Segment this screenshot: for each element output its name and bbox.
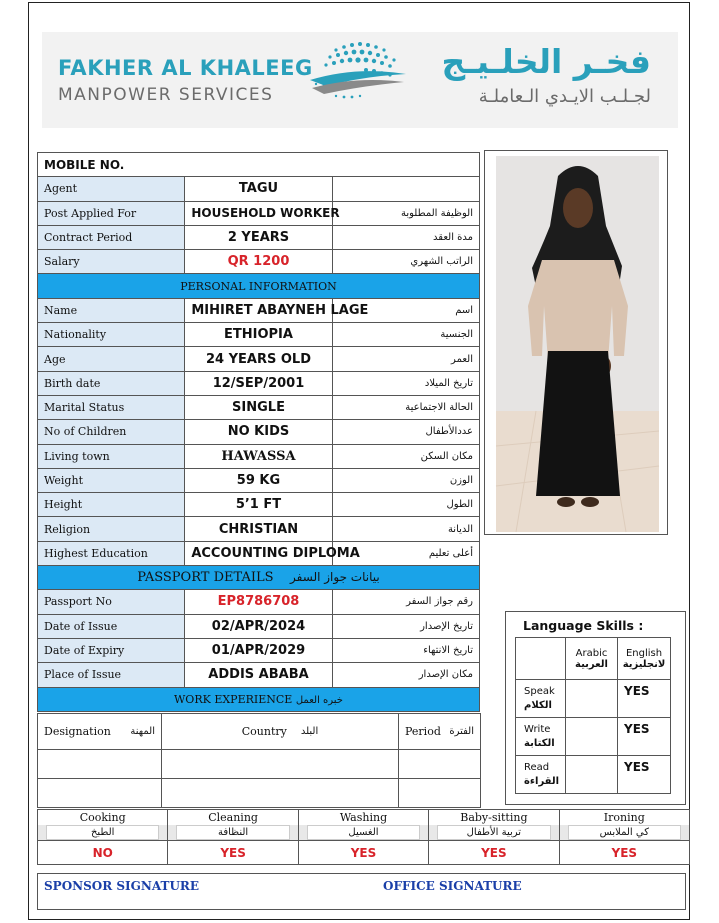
arabic-column-header <box>566 638 618 680</box>
info-row-expiry-date <box>38 638 480 662</box>
language-header-row <box>516 638 671 680</box>
office-signature-label: OFFICE SIGNATURE <box>383 879 522 893</box>
brand-name-en: FAKHER AL KHALEEG <box>58 56 313 80</box>
field-label: Height <box>38 493 185 517</box>
work-cell <box>399 779 481 808</box>
applicant-photo-icon <box>496 156 659 532</box>
field-label: Age <box>38 347 185 371</box>
arabic-read-value <box>566 756 618 794</box>
passport-details-header <box>38 566 480 590</box>
country-label: Country <box>241 725 287 738</box>
section-title <box>38 566 480 590</box>
info-row-agent <box>38 177 480 201</box>
work-cell <box>162 779 399 808</box>
field-value: NO KIDS <box>185 420 332 444</box>
field-value: SINGLE <box>185 395 332 419</box>
skill-babysitting-value: YES <box>429 841 559 865</box>
skill-label <box>516 680 566 718</box>
skill-babysitting-label: Baby-sitting <box>429 810 559 825</box>
skill-cell-ar <box>429 825 559 841</box>
field-label: Birth date <box>38 371 185 395</box>
info-row-issue-date <box>38 614 480 638</box>
field-value: 2 YEARS <box>185 225 332 249</box>
field-label: Living town <box>38 444 185 468</box>
work-experience-header <box>38 687 480 711</box>
arabic-write-value <box>566 718 618 756</box>
field-label-ar: رقم جواز السفر <box>332 590 479 614</box>
personal-info-header <box>38 274 480 298</box>
skill-babysitting-label-ar: تربية الأطفال <box>437 825 550 840</box>
info-row-passport-no <box>38 590 480 614</box>
field-label: Agent <box>38 177 185 201</box>
arabic-speak-value <box>566 680 618 718</box>
field-value: 02/APR/2024 <box>185 614 332 638</box>
info-row-religion <box>38 517 480 541</box>
skill-ironing-value: YES <box>559 841 689 865</box>
field-value: 12/SEP/2001 <box>185 371 332 395</box>
field-label: Weight <box>38 468 185 492</box>
field-label: Highest Education <box>38 541 185 565</box>
field-label: Religion <box>38 517 185 541</box>
skill-label <box>516 718 566 756</box>
skills-name-ar-row <box>38 825 690 841</box>
field-value: ETHIOPIA <box>185 323 332 347</box>
field-value: HOUSEHOLD WORKER <box>185 201 332 225</box>
field-label-ar: الراتب الشهري <box>332 250 479 274</box>
field-value: 01/APR/2029 <box>185 638 332 662</box>
skill-cleaning-label: Cleaning <box>168 810 298 825</box>
skill-cooking-label-ar: الطبخ <box>46 825 159 840</box>
globe-dots-logo-icon <box>306 40 410 114</box>
period-label-ar: الفترة <box>449 726 474 737</box>
language-corner-cell <box>516 638 566 680</box>
passport-header-en: PASSPORT DETAILS <box>137 570 274 586</box>
field-label: Contract Period <box>38 225 185 249</box>
language-skills-table <box>515 637 671 794</box>
field-value: HAWASSA <box>185 444 332 468</box>
skill-cooking-value: NO <box>38 841 168 865</box>
skill-label <box>516 756 566 794</box>
passport-number-value: EP8786708 <box>185 590 332 614</box>
info-row-children <box>38 420 480 444</box>
skill-label-ar: الكلام <box>524 699 552 711</box>
language-row-speak <box>516 680 671 718</box>
work-cell <box>162 750 399 779</box>
field-label-ar: مكان السكن <box>332 444 479 468</box>
info-row-contract <box>38 225 480 249</box>
info-row-post <box>38 201 480 225</box>
skill-label-en: Write <box>524 723 551 735</box>
field-label-ar: الوظيفة المطلوبة <box>332 201 479 225</box>
skill-washing-label: Washing <box>298 810 428 825</box>
skills-name-row <box>38 810 690 825</box>
skill-cell-ar <box>559 825 689 841</box>
field-value: 24 YEARS OLD <box>185 347 332 371</box>
english-speak-value: YES <box>618 680 671 718</box>
section-title <box>38 687 480 711</box>
english-read-value: YES <box>618 756 671 794</box>
info-row-nationality <box>38 323 480 347</box>
english-label: English <box>625 647 663 659</box>
work-row <box>38 750 481 779</box>
field-value: ACCOUNTING DIPLOMA <box>185 541 332 565</box>
salary-value: QR 1200 <box>185 250 332 274</box>
field-label-ar: مدة العقد <box>332 225 479 249</box>
sponsor-signature-label: SPONSOR SIGNATURE <box>44 879 200 893</box>
brand-name-ar: فخـر الخلـيـج <box>441 42 651 81</box>
info-row-marital <box>38 395 480 419</box>
brand-subtitle-ar: لجـلـب الايـدي الـعاملـة <box>478 86 651 107</box>
field-label-ar: عددالأطفال <box>332 420 479 444</box>
field-label-ar: الوزن <box>332 468 479 492</box>
field-label: Post Applied For <box>38 201 185 225</box>
field-value: TAGU <box>185 177 332 201</box>
work-skills-table <box>37 809 690 865</box>
field-label-ar: العمر <box>332 347 479 371</box>
info-row-education <box>38 541 480 565</box>
info-row-salary <box>38 250 480 274</box>
skill-cell-ar <box>38 825 168 841</box>
arabic-label: Arabic <box>575 647 608 659</box>
work-header-row <box>38 714 481 750</box>
language-row-read <box>516 756 671 794</box>
skill-cooking-label: Cooking <box>38 810 168 825</box>
skill-label-ar: الكتابة <box>524 737 555 749</box>
field-label: Passport No <box>38 590 185 614</box>
field-label-ar: تاريخ الانتهاء <box>332 638 479 662</box>
info-row-name <box>38 298 480 322</box>
mobile-label: MOBILE NO. <box>38 153 480 177</box>
english-column-header <box>618 638 671 680</box>
work-cell <box>38 779 162 808</box>
field-label: Nationality <box>38 323 185 347</box>
skill-washing-label-ar: الغسيل <box>307 825 420 840</box>
skill-label-en: Read <box>524 761 550 773</box>
skill-washing-value: YES <box>298 841 428 865</box>
work-row <box>38 779 481 808</box>
work-cell <box>399 750 481 779</box>
language-skills-title: Language Skills : <box>523 618 644 633</box>
skill-cleaning-label-ar: النظافة <box>176 825 289 840</box>
applicant-info-table <box>37 152 480 712</box>
field-value: CHRISTIAN <box>185 517 332 541</box>
field-value: 5’1 FT <box>185 493 332 517</box>
info-row-issue-place <box>38 663 480 687</box>
work-experience-table <box>37 713 481 808</box>
passport-header-ar: بيانات جواز السفر <box>290 570 380 585</box>
mobile-row <box>38 153 480 177</box>
work-header-en: WORK EXPERIENCE <box>174 692 293 706</box>
skill-cell-ar <box>168 825 298 841</box>
skill-cleaning-value: YES <box>168 841 298 865</box>
skill-ironing-label-ar: كي الملابس <box>568 825 681 840</box>
field-label-ar <box>332 177 479 201</box>
field-label: Name <box>38 298 185 322</box>
language-row-write <box>516 718 671 756</box>
english-write-value: YES <box>618 718 671 756</box>
skill-cell-ar <box>298 825 428 841</box>
english-label-ar: لانجليزية <box>622 658 666 670</box>
field-label-ar: تاريخ الميلاد <box>332 371 479 395</box>
skills-value-row <box>38 841 690 865</box>
field-label-ar: الجنسية <box>332 323 479 347</box>
skill-label-en: Speak <box>524 685 555 697</box>
designation-label-ar: المهنة <box>130 726 155 737</box>
field-label-ar: الديانة <box>332 517 479 541</box>
field-label: Date of Issue <box>38 614 185 638</box>
field-value: ADDIS ABABA <box>185 663 332 687</box>
skill-ironing-label: Ironing <box>559 810 689 825</box>
work-header-ar: خبره العمل <box>295 694 343 706</box>
field-value: MIHIRET ABAYNEH LAGE <box>185 298 332 322</box>
field-label-ar: تاريخ الإصدار <box>332 614 479 638</box>
field-label-ar: الطول <box>332 493 479 517</box>
arabic-label-ar: العربية <box>575 658 608 670</box>
field-value: 59 KG <box>185 468 332 492</box>
section-title: PERSONAL INFORMATION <box>38 274 480 298</box>
skill-label-ar: القراءة <box>524 775 560 787</box>
info-row-age <box>38 347 480 371</box>
work-cell <box>38 750 162 779</box>
field-label-ar: أعلى تعليم <box>332 541 479 565</box>
info-row-birthdate <box>38 371 480 395</box>
info-row-weight <box>38 468 480 492</box>
field-label: No of Children <box>38 420 185 444</box>
country-header <box>162 714 399 750</box>
field-label-ar: مكان الإصدار <box>332 663 479 687</box>
field-label: Date of Expiry <box>38 638 185 662</box>
field-label: Salary <box>38 250 185 274</box>
field-label: Place of Issue <box>38 663 185 687</box>
period-label: Period <box>405 725 441 738</box>
field-label-ar: اسم <box>332 298 479 322</box>
country-label-ar: البلد <box>300 726 319 737</box>
field-label-ar: الحالة الاجتماعية <box>332 395 479 419</box>
field-label: Marital Status <box>38 395 185 419</box>
info-row-height <box>38 493 480 517</box>
brand-subtitle-en: MANPOWER SERVICES <box>58 85 274 105</box>
designation-label: Designation <box>44 725 111 738</box>
designation-header <box>38 714 162 750</box>
period-header <box>399 714 481 750</box>
info-row-town <box>38 444 480 468</box>
